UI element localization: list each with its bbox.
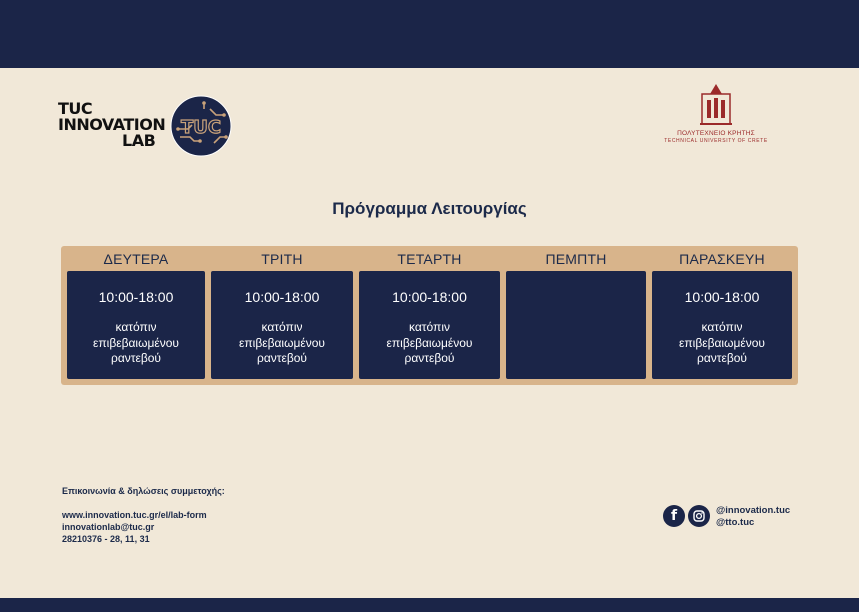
social-handle[interactable]: @innovation.tuc [716,505,791,516]
day-note-line: ραντεβού [111,351,161,365]
day-hours: 10:00-18:00 [392,289,467,305]
day-column-friday [652,246,792,385]
social-handles [716,505,790,529]
social-handle[interactable]: @tto.tuc [716,517,755,528]
logo-line-2: INNOVATION [58,115,166,134]
day-column-thursday [506,246,646,385]
day-note-line: ραντεβού [257,351,307,365]
bottom-banner [0,598,859,612]
day-note-line: επιβεβαιωμένου [239,335,325,350]
day-column-tuesday [211,246,353,385]
day-note-line: κατόπιν [261,320,303,334]
day-note-line: ραντεβού [697,351,747,365]
day-name: ΠΕΜΠΤΗ [545,251,607,267]
day-note-line: κατόπιν [115,320,157,334]
top-banner [0,0,859,68]
day-note [67,320,205,367]
day-note-line: επιβεβαιωμένου [679,335,765,350]
contact-info [62,486,225,545]
day-name: ΤΕΤΑΡΤΗ [397,251,462,267]
contact-website-link[interactable]: www.innovation.tuc.gr/el/lab-form [62,510,207,520]
crest-name: ΠΟΛΥΤΕΧΝΕΙΟ ΚΡΗΤΗΣ [677,130,755,137]
tuc-innovation-lab-logo [58,95,238,161]
day-hours-box [359,271,500,379]
day-note [652,320,792,367]
day-note [359,320,500,367]
logo-line-3: LAB [122,131,156,150]
contact-phone: 28210376 - 28, 11, 31 [62,534,150,544]
svg-text:TUC: TUC [180,117,222,138]
day-column-wednesday [359,246,500,385]
day-note-line: ραντεβού [404,351,455,365]
social-links [663,505,813,529]
day-name: ΤΡΙΤΗ [261,251,303,267]
logo-line-1: TUC [58,99,93,118]
contact-email-link[interactable]: innovationlab@tuc.gr [62,522,155,532]
day-note [211,320,353,367]
day-hours-box [506,271,646,379]
day-note-line: κατόπιν [701,320,743,334]
day-hours-box [67,271,205,379]
day-name: ΔΕΥΤΕΡΑ [103,251,169,267]
day-hours: 10:00-18:00 [244,289,320,305]
day-column-monday [67,246,205,385]
day-note-line: κατόπιν [409,320,450,334]
schedule-title: Πρόγραμμα Λειτουργίας [332,199,527,218]
instagram-icon[interactable] [688,505,710,527]
facebook-icon[interactable]: f [663,505,685,527]
day-hours-box [652,271,792,379]
circuit-emblem-icon [170,95,232,157]
crest-subtitle: TECHNICAL UNIVERSITY OF CRETE [664,138,768,144]
day-hours: 10:00-18:00 [98,289,174,305]
university-crest-logo [652,82,780,146]
contact-heading: Επικοινωνία & δηλώσεις συμμετοχής: [62,486,225,496]
day-hours-box [211,271,353,379]
crest-emblem-icon [696,82,736,130]
day-note-line: επιβεβαιωμένου [386,335,473,350]
logo-wordmark [58,101,165,149]
day-name: ΠΑΡΑΣΚΕΥΗ [679,251,765,267]
day-note-line: επιβεβαιωμένου [93,335,179,350]
day-hours: 10:00-18:00 [684,289,760,305]
schedule-table [61,246,798,385]
